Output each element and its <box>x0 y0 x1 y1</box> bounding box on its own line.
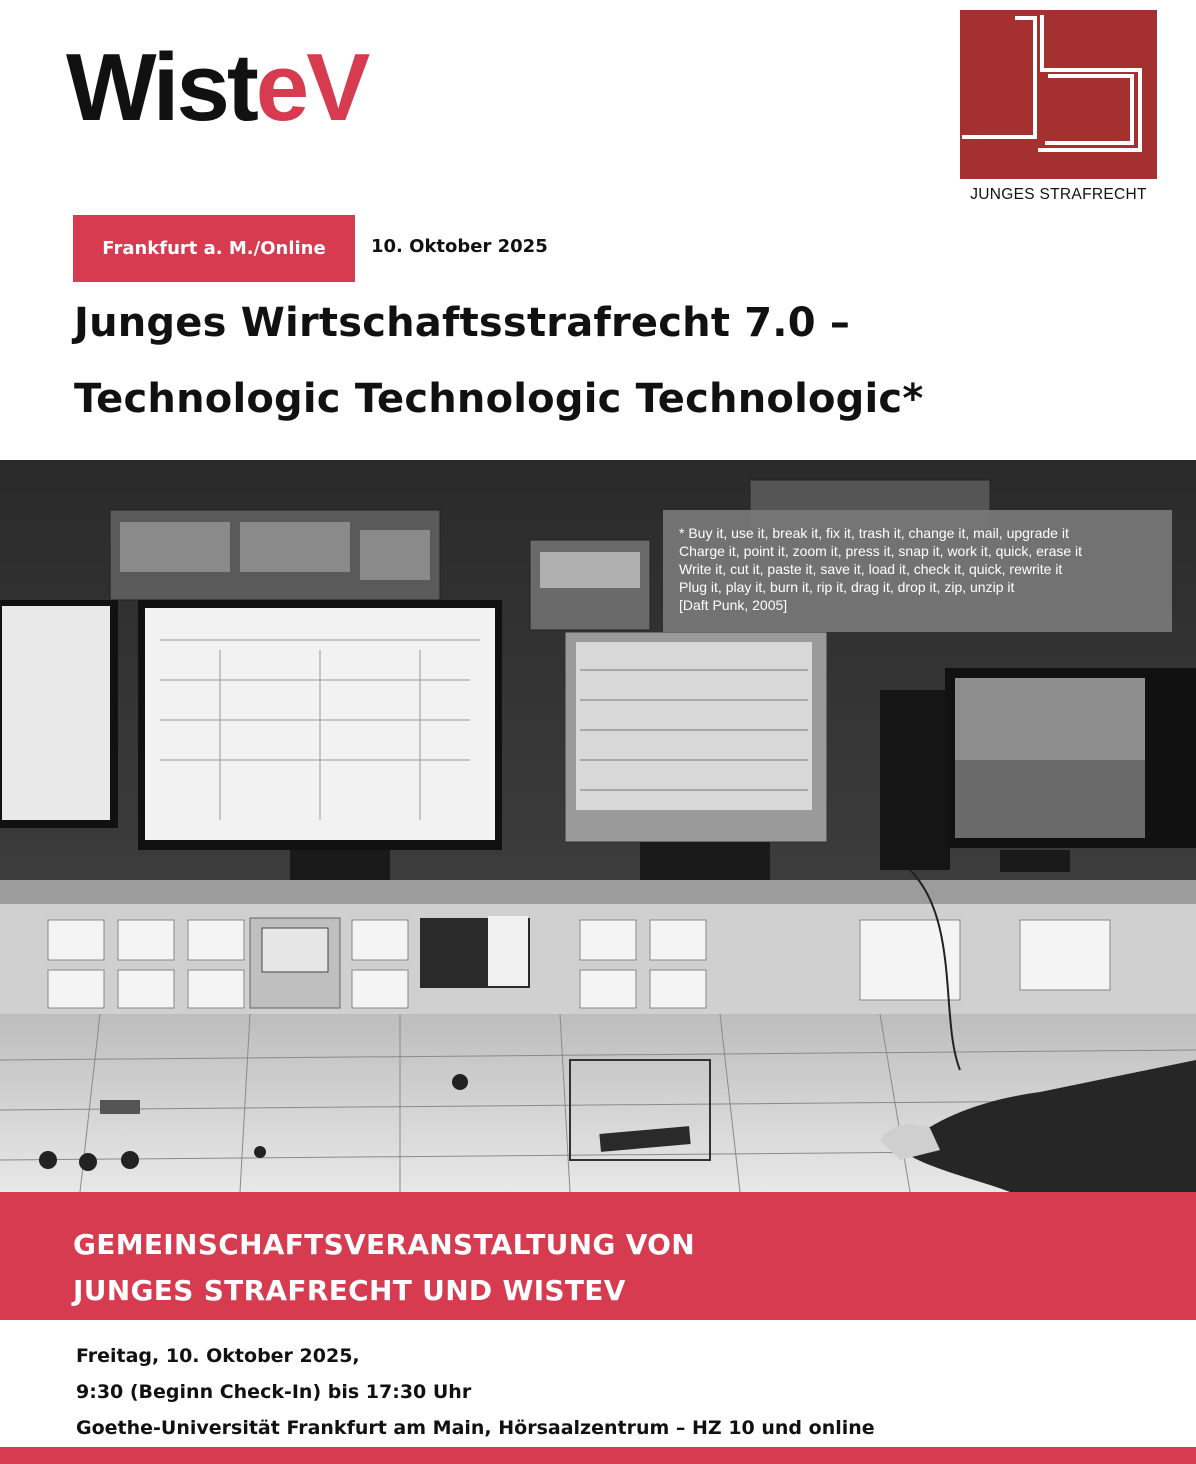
wistev-logo <box>66 34 368 141</box>
banner-line1: GEMEINSCHAFTSVERANSTALTUNG VON <box>73 1228 696 1261</box>
quote-line: Write it, cut it, paste it, save it, load it, check it, quick, rewrite it <box>679 561 1063 577</box>
event-details <box>76 1338 875 1446</box>
co-host-banner <box>0 1192 1196 1320</box>
junges-strafrecht-logo <box>960 10 1157 209</box>
event-title-line1: Junges Wirtschaftsstrafrecht 7.0 – <box>74 300 851 346</box>
quote-source: [Daft Punk, 2005] <box>679 597 788 613</box>
details-venue: Goethe-Universität Frankfurt am Main, Hörsaalzentrum – HZ 10 und online <box>76 1417 875 1439</box>
details-date: Freitag, 10. Oktober 2025, <box>76 1345 360 1367</box>
quote-line: Plug it, play it, burn it, rip it, drag it, drop it, zip, unzip it <box>679 579 1015 595</box>
quote-line: Charge it, point it, zoom it, press it, snap it, work it, quick, erase it <box>679 543 1083 559</box>
quote-line: * Buy it, use it, break it, fix it, trash it, change it, mail, upgrade it <box>679 525 1069 541</box>
js-logo-caption: JUNGES STRAFRECHT <box>970 186 1147 203</box>
banner-line2: JUNGES STRAFRECHT UND WISTEV <box>73 1274 626 1307</box>
details-time: 9:30 (Beginn Check-In) bis 17:30 Uhr <box>76 1381 472 1403</box>
event-date: 10. Oktober 2025 <box>371 236 548 257</box>
daft-punk-quote <box>663 510 1172 632</box>
wistev-logo-part2: eV <box>255 34 368 141</box>
event-title-line2: Technologic Technologic Technologic* <box>74 376 924 422</box>
location-badge: Frankfurt a. M./Online <box>73 215 355 282</box>
bottom-accent-bar <box>0 1447 1196 1464</box>
wistev-logo-part1: Wist <box>66 34 256 141</box>
